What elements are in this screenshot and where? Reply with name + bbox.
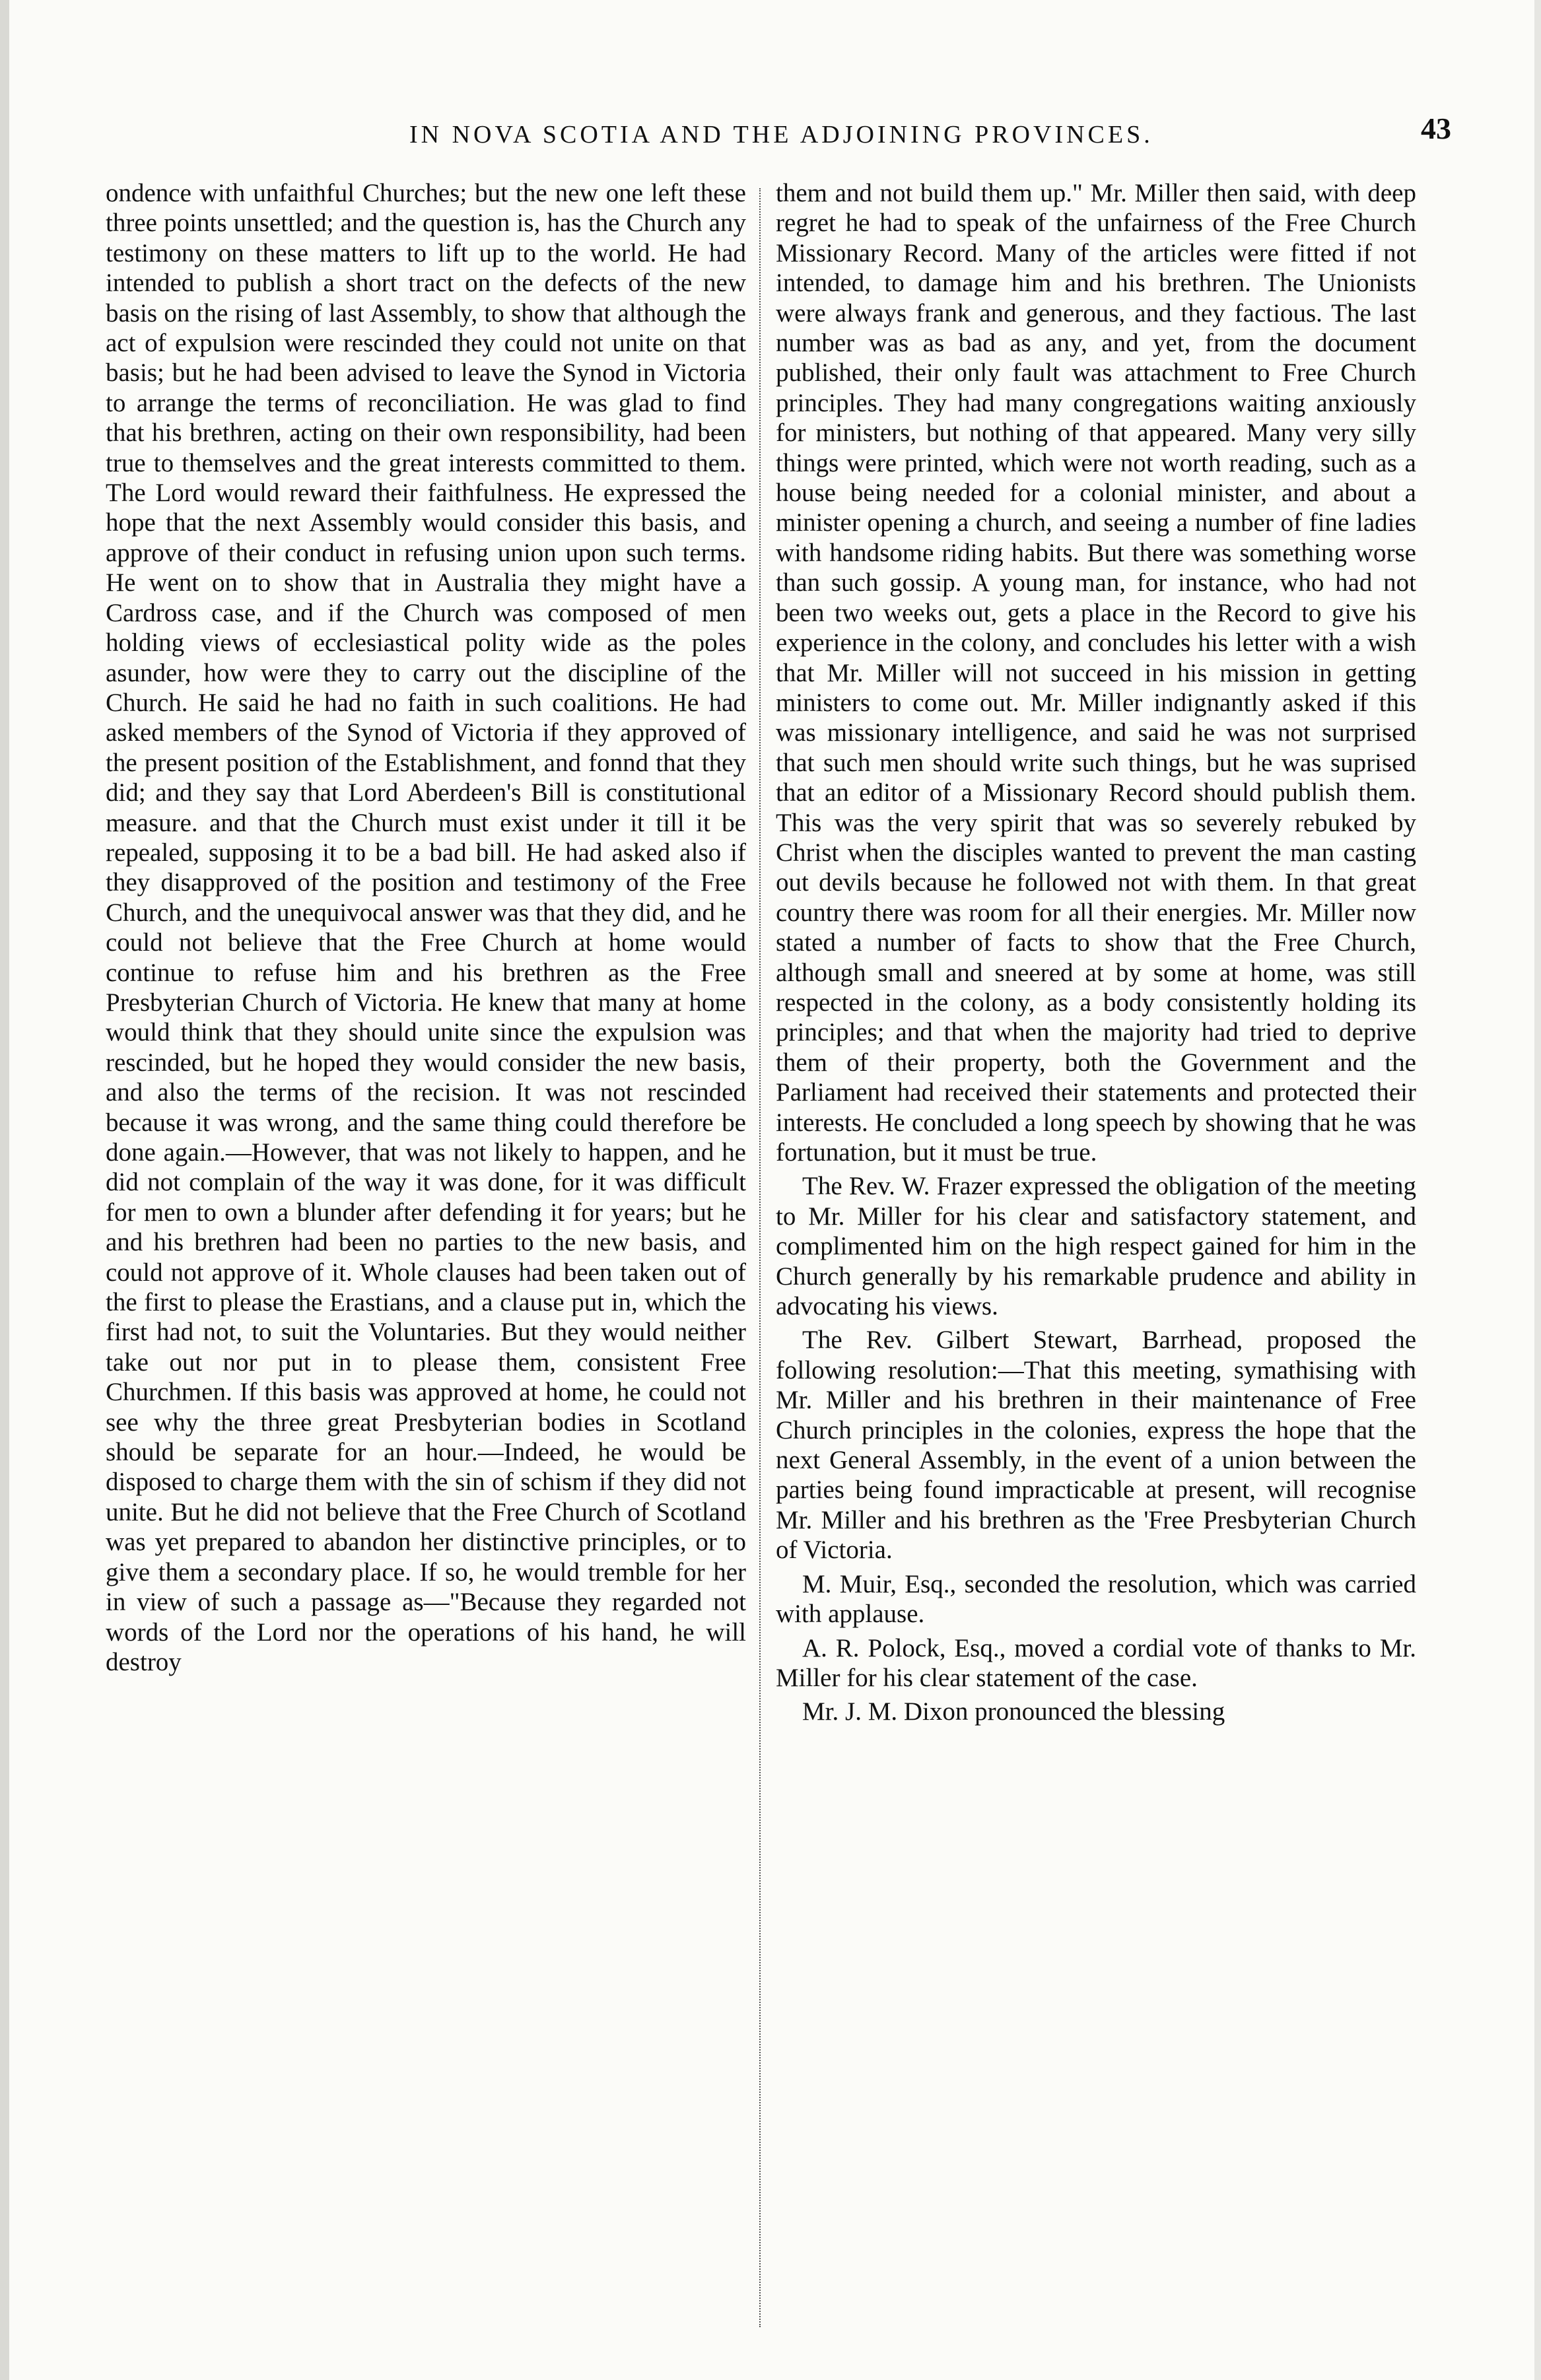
paragraph: Mr. J. M. Dixon pronounced the blessing <box>802 1697 1225 1726</box>
paragraph: them and not build them up." Mr. Miller then said, with deep regret he had to speak of the unfairness of the Free Church Missionary Record. Many of the articles were fitted if not intended, to damage him and his brethren. The Unionists were always frank and generous, and they factious. The last number was as bad as any, and yet, from the document published, their only fault was attachment to Free Church principles. They had many congregations waiting anxiously for ministers, but nothing of that appeared. Many very silly things were printed, which were not worth reading, such as a house being needed for a colonial minister, and about a minister opening a church, and seeing a number of fine ladies with handsome riding habits. But there was something worse than such gossip. A young man, for instance, who had not been two weeks out, gets a place in the Record to give his experience in the colony, and concludes his letter with a wish that Mr. Miller will not succeed in his mission in getting ministers to come out. Mr. Miller indignantly asked if this was missionary intelligence, and said he was not surprised that such men should write such things, but he was suprised that an editor of a Missionary Record should publish them. This was the very spirit that was so severely rebuked by Christ when the disciples wanted to prevent the man casting out devils because he followed not with them. In that great country there was room for all their energies. Mr. Miller now stated a number of facts to show that the Free Church, although small and sneered at by some at home, was still respected in the colony, as a body consistently holding its principles; and that when the majority had tried to deprive them of their property, both the Government and the Parliament had received their statements and protected their interests. He concluded a long speech by showing that he was fortunation, but it must be true. <box>776 179 1416 1167</box>
paragraph: The Rev. Gilbert Stewart, Barrhead, proposed the following resolution:—That this meeting, symathising with Mr. Miller and his brethren in their maintenance of Free Church principles in the colonies, express the hope that the next General Assembly, in the event of a union between the parties being found impracticable at present, will recognise Mr. Miller and his brethren as the 'Free Presbyterian Church of Victoria. <box>776 1326 1416 1565</box>
paragraph: A. R. Polock, Esq., moved a cordial vote of thanks to Mr. Miller for his clear statement of the case. <box>776 1633 1416 1692</box>
column-divider <box>759 188 762 2327</box>
page-edge-shadow-left <box>0 0 9 2380</box>
page-number: 43 <box>1421 112 1451 145</box>
page-edge-shadow-right <box>1534 0 1541 2380</box>
text-column-left <box>106 178 746 1681</box>
running-head: IN NOVA SCOTIA AND THE ADJOINING PROVINCES. <box>409 121 1153 149</box>
paragraph: M. Muir, Esq., seconded the resolution, which was carried with applause. <box>776 1569 1416 1629</box>
text-column-right <box>776 178 1416 1731</box>
page-header <box>99 111 1459 157</box>
paragraph: ondence with unfaithful Churches; but the new one left these three points unsettled; and the question is, has the Church any testimony on these matters to lift up to the world. He had intended to publish a short tract on the defects of the new basis on the rising of last Assembly, to show that although the act of expulsion were rescinded they could not unite on that basis; but he had been advised to leave the Synod in Victoria to arrange the terms of reconciliation. He was glad to find that his brethren, acting on their own responsibility, had been true to themselves and the great interests committed to them. The Lord would reward their faithfulness. He expressed the hope that the next Assembly would consider this basis, and approve of their conduct in refusing union upon such terms. He went on to show that in Australia they might have a Cardross case, and if the Church was composed of men holding views of ecclesiastical polity wide as the poles asunder, how were they to carry out the discipline of the Church. He said he had no faith in such coalitions. He had asked members of the Synod of Victoria if they approved of the present position of the Establishment, and fonnd that they did; and they say that Lord Aberdeen's Bill is constitutional measure. and that the Church must exist under it till it be repealed, supposing it to be a bad bill. He had asked also if they disapproved of the position and testimony of the Free Church, and the unequivocal answer was that they did, and he could not believe that the Free Church at home would continue to refuse him and his brethren as the Free Presbyterian Church of Victoria. He knew that many at home would think that they should unite since the expulsion was rescinded, but he hoped they would consider the new basis, and also the terms of the recision. It was not rescinded because it was wrong, and the same thing could therefore be done again.—However, that was not likely to happen, and he did not complain of the way it was done, for it was difficult for men to own a blunder after defending it for years; but he and his brethren had been no parties to the new basis, and could not approve of it. Whole clauses had been taken out of the first to please the Erastians, and a clause put in, which the first had not, to suit the Voluntaries. But they would neither take out nor put in to please them, consistent Free Churchmen. If this basis was approved at home, he could not see why the three great Presbyterian bodies in Scotland should be separate for an hour.—Indeed, he would be disposed to charge them with the sin of schism if they did not unite. But he did not believe that the Free Church of Scotland was yet prepared to abandon her distinctive principles, or to give them a secondary place. If so, he would tremble for her in view of such a passage as—"Because they regarded not words of the Lord nor the operations of his hand, he will destroy <box>106 179 746 1676</box>
paragraph: The Rev. W. Frazer expressed the obligation of the meeting to Mr. Miller for his clear and satisfactory statement, and complimented him on the high respect gained for him in the Church generally by his remarkable prudence and ability in advocating his views. <box>776 1172 1416 1321</box>
